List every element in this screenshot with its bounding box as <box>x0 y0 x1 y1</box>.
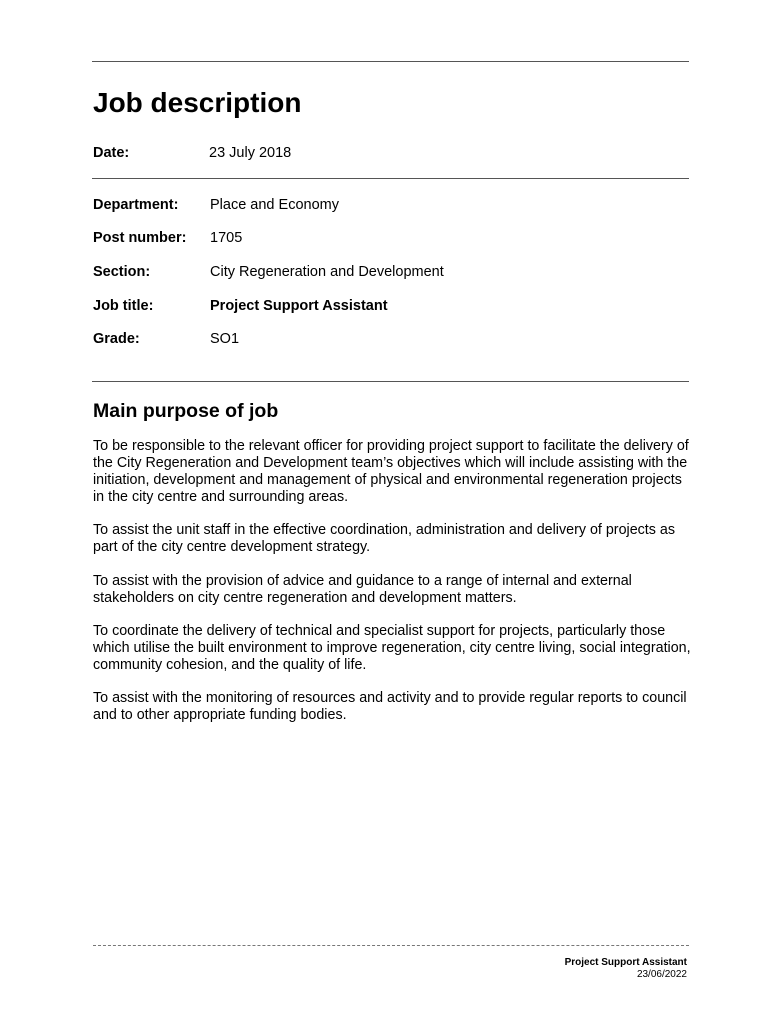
department-value: Place and Economy <box>210 197 339 213</box>
section-label: Section: <box>93 264 151 280</box>
footer-date: 23/06/2022 <box>636 969 687 980</box>
footer-document-title: Project Support Assistant <box>564 957 687 968</box>
purpose-paragraph: To coordinate the delivery of technical and specialist support for projects, particularly those which utilise the built environment to improve regeneration, city centre living, social integration, community cohesion, and the quality of life. <box>93 623 691 673</box>
job-title-label: Job title: <box>93 298 154 314</box>
purpose-paragraph: To be responsible to the relevant officer for providing project support to facilitate the delivery of the City Regeneration and Development team’s objectives which will include assisting with the initiation, development and management of physical and environmental regeneration projects in the city centre and surrounding areas. <box>93 438 689 505</box>
date-label: Date: <box>93 145 130 161</box>
details-divider <box>92 381 689 382</box>
post-number-value: 1705 <box>210 230 243 246</box>
purpose-paragraph: To assist with the monitoring of resources and activity and to provide regular reports to council and to other appropriate funding bodies. <box>93 690 687 723</box>
page-title: Job description <box>93 87 302 118</box>
job-title-value: Project Support Assistant <box>210 298 388 314</box>
department-label: Department: <box>93 197 179 213</box>
purpose-paragraph: To assist with the provision of advice and guidance to a range of internal and external stakeholders on city centre regeneration and development matters. <box>93 573 632 606</box>
top-rule <box>92 61 689 62</box>
footer-divider <box>93 945 689 946</box>
grade-label: Grade: <box>93 331 140 347</box>
main-purpose-heading: Main purpose of job <box>93 400 279 422</box>
header-divider <box>92 178 689 179</box>
grade-value: SO1 <box>210 331 240 347</box>
post-number-label: Post number: <box>93 230 187 246</box>
date-value: 23 July 2018 <box>209 145 292 161</box>
purpose-paragraph: To assist the unit staff in the effective coordination, administration and delivery of projects as part of the city centre development strategy. <box>93 522 675 555</box>
section-value: City Regeneration and Development <box>210 264 444 280</box>
